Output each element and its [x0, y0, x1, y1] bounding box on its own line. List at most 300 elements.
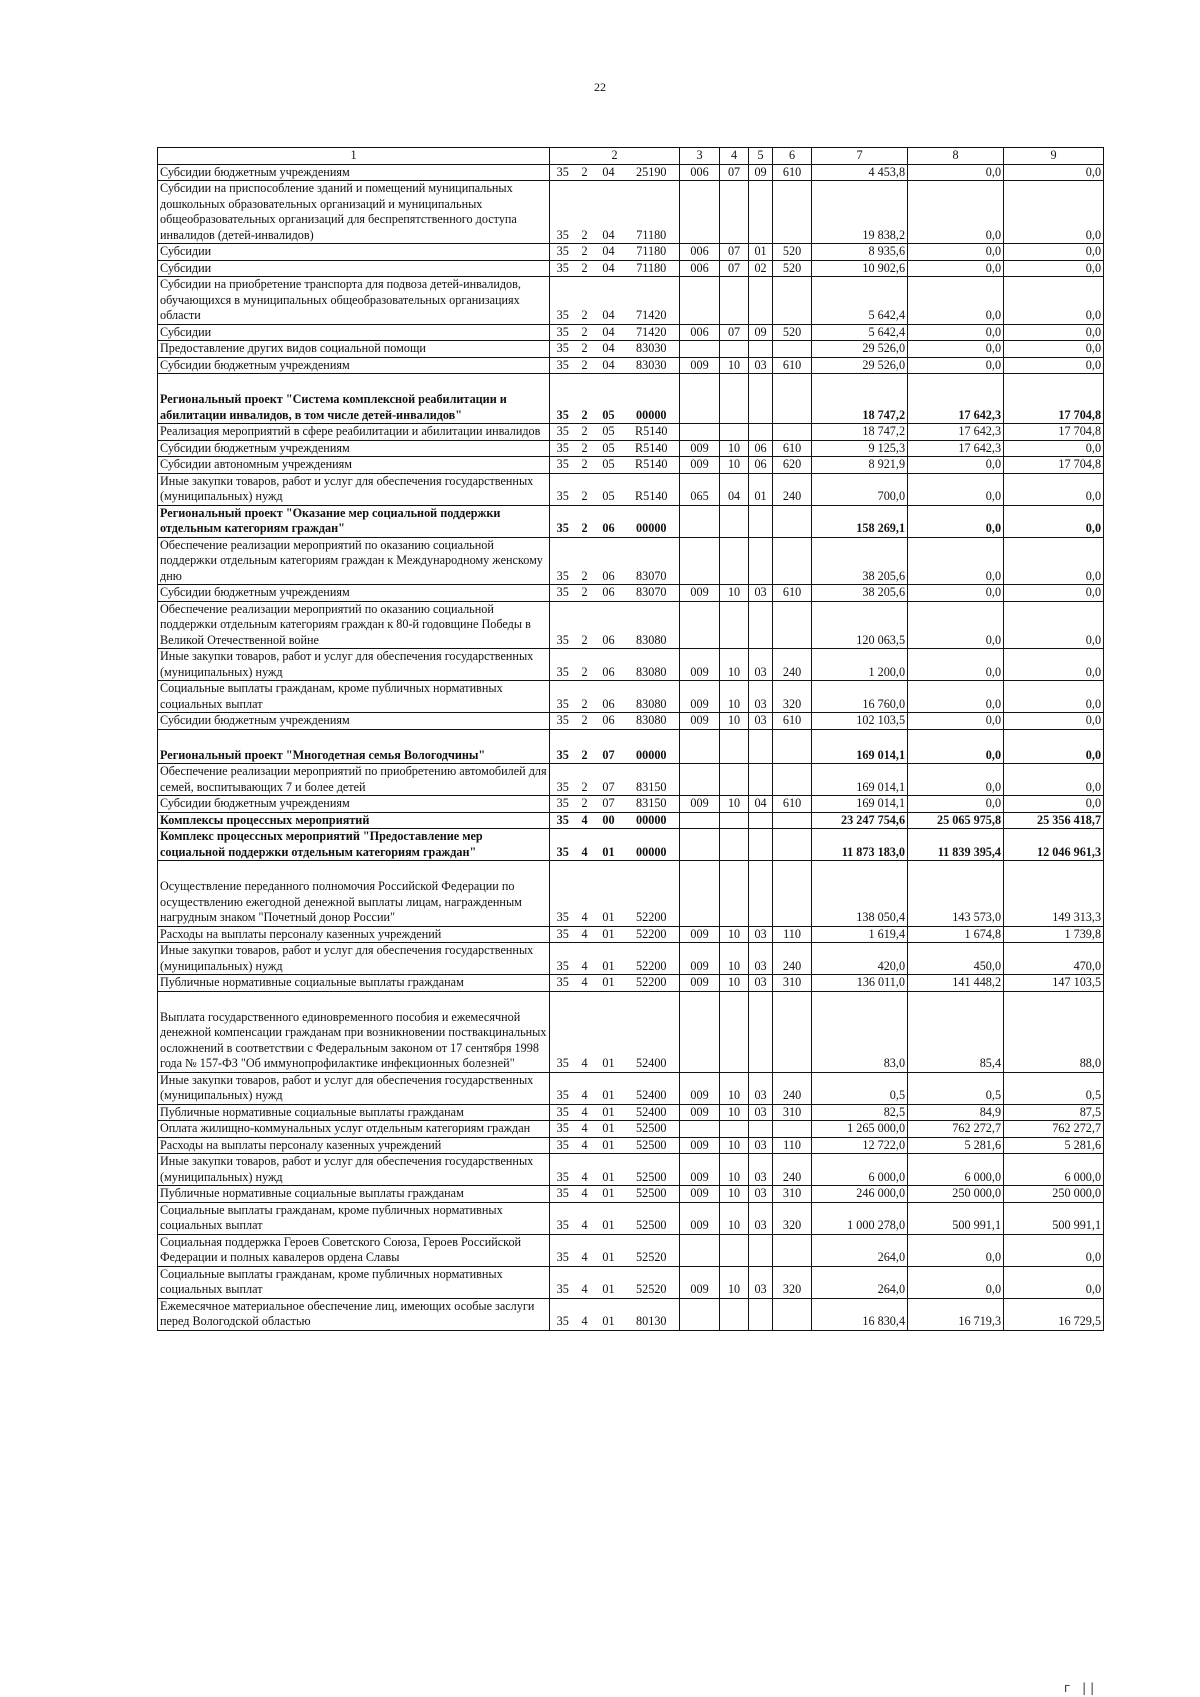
table-row	[158, 943, 1104, 975]
row-amount-col9: 0,0	[1004, 324, 1104, 341]
row-code-type: 2	[576, 357, 594, 374]
row-amount-col9: 0,0	[1004, 341, 1104, 358]
row-code-type: 2	[576, 473, 594, 505]
budget-table	[157, 147, 1104, 1331]
table-row	[158, 975, 1104, 992]
row-ministry-code: 006	[680, 260, 720, 277]
row-code-direction: 52500	[624, 1186, 680, 1203]
header-col-4: 4	[720, 148, 749, 165]
row-amount-col8: 0,0	[908, 585, 1004, 602]
row-code-direction: 83150	[624, 764, 680, 796]
row-code-type: 2	[576, 341, 594, 358]
row-code-direction: 52200	[624, 975, 680, 992]
row-code-structure: 04	[594, 357, 624, 374]
row-code-structure: 01	[594, 1121, 624, 1138]
row-code-structure: 04	[594, 244, 624, 261]
row-code-direction: 25190	[624, 164, 680, 181]
row-code-program: 35	[550, 764, 576, 796]
row-amount-col9: 87,5	[1004, 1104, 1104, 1121]
row-amount-col7: 102 103,5	[812, 713, 908, 730]
row-code-structure: 01	[594, 1298, 624, 1330]
row-code-type: 4	[576, 926, 594, 943]
row-code-type: 2	[576, 181, 594, 244]
row-code-program: 35	[550, 601, 576, 649]
row-amount-col7: 1 619,4	[812, 926, 908, 943]
table-row	[158, 681, 1104, 713]
row-code-program: 35	[550, 341, 576, 358]
row-code-direction: 52500	[624, 1202, 680, 1234]
table-row	[158, 796, 1104, 813]
row-code-direction: 00000	[624, 505, 680, 537]
row-code-type: 2	[576, 244, 594, 261]
table-row	[158, 713, 1104, 730]
row-amount-col9: 5 281,6	[1004, 1137, 1104, 1154]
row-name: Комплексы процессных мероприятий	[158, 812, 550, 829]
row-ministry-code: 009	[680, 649, 720, 681]
row-code-program: 35	[550, 1186, 576, 1203]
row-amount-col7: 420,0	[812, 943, 908, 975]
row-code-structure: 05	[594, 424, 624, 441]
row-subsection: 03	[749, 649, 773, 681]
row-subsection: 03	[749, 1104, 773, 1121]
row-code-structure: 01	[594, 1234, 624, 1266]
row-expense-type	[773, 829, 812, 861]
row-ministry-code	[680, 1298, 720, 1330]
row-code-direction: 71180	[624, 181, 680, 244]
row-amount-col8: 0,0	[908, 341, 1004, 358]
row-code-direction: 52500	[624, 1121, 680, 1138]
row-amount-col9: 0,0	[1004, 796, 1104, 813]
row-amount-col9: 0,0	[1004, 260, 1104, 277]
row-name: Региональный проект "Оказание мер социальной поддержки отдельным категориям граждан"	[158, 505, 550, 537]
row-amount-col8: 0,0	[908, 260, 1004, 277]
row-code-type: 2	[576, 681, 594, 713]
row-code-type: 2	[576, 713, 594, 730]
row-section: 10	[720, 357, 749, 374]
row-code-program: 35	[550, 829, 576, 861]
row-ministry-code	[680, 374, 720, 424]
row-amount-col8: 17 642,3	[908, 374, 1004, 424]
row-amount-col8: 141 448,2	[908, 975, 1004, 992]
table-row	[158, 861, 1104, 927]
row-name: Субсидии бюджетным учреждениям	[158, 357, 550, 374]
row-amount-col9: 17 704,8	[1004, 424, 1104, 441]
row-section: 10	[720, 649, 749, 681]
row-code-structure: 05	[594, 457, 624, 474]
table-row	[158, 505, 1104, 537]
row-amount-col7: 4 453,8	[812, 164, 908, 181]
row-code-structure: 04	[594, 260, 624, 277]
row-expense-type: 110	[773, 926, 812, 943]
row-ministry-code: 009	[680, 357, 720, 374]
header-col-1: 1	[158, 148, 550, 165]
row-amount-col8: 0,0	[908, 324, 1004, 341]
row-expense-type: 240	[773, 943, 812, 975]
row-expense-type: 610	[773, 585, 812, 602]
row-amount-col7: 10 902,6	[812, 260, 908, 277]
row-ministry-code	[680, 764, 720, 796]
row-amount-col7: 83,0	[812, 991, 908, 1072]
table-row	[158, 324, 1104, 341]
row-expense-type	[773, 861, 812, 927]
row-code-type: 2	[576, 764, 594, 796]
row-code-structure: 06	[594, 537, 624, 585]
table-row	[158, 1266, 1104, 1298]
row-expense-type: 610	[773, 357, 812, 374]
row-code-program: 35	[550, 505, 576, 537]
row-section: 10	[720, 713, 749, 730]
table-row	[158, 440, 1104, 457]
row-amount-col9: 149 313,3	[1004, 861, 1104, 927]
row-amount-col7: 246 000,0	[812, 1186, 908, 1203]
row-amount-col8: 0,0	[908, 473, 1004, 505]
row-ministry-code	[680, 277, 720, 325]
table-row	[158, 764, 1104, 796]
row-name: Субсидии на приобретение транспорта для подвоза детей-инвалидов, обучающихся в муниципальных общеобразовательных организациях области	[158, 277, 550, 325]
row-code-structure: 01	[594, 829, 624, 861]
row-code-direction: 83080	[624, 601, 680, 649]
row-amount-col7: 1 000 278,0	[812, 1202, 908, 1234]
row-ministry-code: 009	[680, 1202, 720, 1234]
row-section: 10	[720, 1266, 749, 1298]
row-code-structure: 01	[594, 1154, 624, 1186]
row-amount-col9: 0,5	[1004, 1072, 1104, 1104]
row-amount-col7: 0,5	[812, 1072, 908, 1104]
row-subsection: 03	[749, 1266, 773, 1298]
row-amount-col7: 18 747,2	[812, 374, 908, 424]
row-amount-col9: 1 739,8	[1004, 926, 1104, 943]
row-amount-col7: 264,0	[812, 1266, 908, 1298]
row-code-direction: 71420	[624, 324, 680, 341]
row-expense-type	[773, 1298, 812, 1330]
row-subsection	[749, 861, 773, 927]
row-ministry-code	[680, 1121, 720, 1138]
table-row	[158, 457, 1104, 474]
row-name: Субсидии бюджетным учреждениям	[158, 585, 550, 602]
row-section: 10	[720, 1137, 749, 1154]
row-amount-col7: 19 838,2	[812, 181, 908, 244]
table-row	[158, 181, 1104, 244]
row-code-program: 35	[550, 374, 576, 424]
row-code-type: 2	[576, 277, 594, 325]
row-amount-col8: 0,0	[908, 537, 1004, 585]
row-subsection	[749, 729, 773, 764]
row-ministry-code	[680, 341, 720, 358]
row-subsection: 01	[749, 244, 773, 261]
row-amount-col8: 25 065 975,8	[908, 812, 1004, 829]
row-amount-col8: 500 991,1	[908, 1202, 1004, 1234]
row-code-program: 35	[550, 812, 576, 829]
row-code-structure: 01	[594, 1186, 624, 1203]
row-section: 07	[720, 324, 749, 341]
row-subsection	[749, 601, 773, 649]
row-section: 10	[720, 440, 749, 457]
row-amount-col8: 17 642,3	[908, 440, 1004, 457]
row-amount-col8: 84,9	[908, 1104, 1004, 1121]
row-ministry-code: 009	[680, 681, 720, 713]
row-subsection	[749, 1234, 773, 1266]
row-name: Субсидии	[158, 260, 550, 277]
row-code-structure: 06	[594, 505, 624, 537]
row-ministry-code: 009	[680, 457, 720, 474]
row-expense-type: 610	[773, 164, 812, 181]
row-subsection	[749, 537, 773, 585]
row-expense-type	[773, 991, 812, 1072]
table-row	[158, 260, 1104, 277]
row-name: Обеспечение реализации мероприятий по оказанию социальной поддержки отдельным категориям граждан к 80-й годовщине Победы в Великой Отечественной войне	[158, 601, 550, 649]
row-code-program: 35	[550, 537, 576, 585]
row-amount-col7: 29 526,0	[812, 341, 908, 358]
table-row	[158, 649, 1104, 681]
row-amount-col9: 250 000,0	[1004, 1186, 1104, 1203]
row-code-program: 35	[550, 244, 576, 261]
row-code-program: 35	[550, 681, 576, 713]
row-amount-col9: 17 704,8	[1004, 374, 1104, 424]
row-expense-type: 240	[773, 473, 812, 505]
row-section: 10	[720, 457, 749, 474]
row-code-structure: 06	[594, 585, 624, 602]
row-amount-col7: 5 642,4	[812, 277, 908, 325]
row-ministry-code: 009	[680, 926, 720, 943]
row-amount-col7: 82,5	[812, 1104, 908, 1121]
table-row	[158, 926, 1104, 943]
row-section	[720, 505, 749, 537]
row-code-type: 4	[576, 1121, 594, 1138]
row-section	[720, 729, 749, 764]
table-row	[158, 277, 1104, 325]
row-section	[720, 764, 749, 796]
row-subsection: 03	[749, 681, 773, 713]
row-name: Региональный проект "Многодетная семья Вологодчины"	[158, 729, 550, 764]
row-code-direction: 71180	[624, 260, 680, 277]
row-name: Иные закупки товаров, работ и услуг для обеспечения государственных (муниципальных) нужд	[158, 1154, 550, 1186]
row-section: 07	[720, 164, 749, 181]
row-subsection: 01	[749, 473, 773, 505]
row-name: Реализация мероприятий в сфере реабилитации и абилитации инвалидов	[158, 424, 550, 441]
row-section: 04	[720, 473, 749, 505]
row-code-program: 35	[550, 457, 576, 474]
row-amount-col7: 8 921,9	[812, 457, 908, 474]
row-code-type: 2	[576, 505, 594, 537]
row-amount-col9: 25 356 418,7	[1004, 812, 1104, 829]
row-amount-col7: 16 760,0	[812, 681, 908, 713]
row-expense-type: 520	[773, 260, 812, 277]
row-amount-col8: 0,0	[908, 729, 1004, 764]
row-subsection: 03	[749, 1186, 773, 1203]
row-name: Субсидии	[158, 244, 550, 261]
row-amount-col7: 120 063,5	[812, 601, 908, 649]
row-expense-type	[773, 505, 812, 537]
row-section: 10	[720, 585, 749, 602]
row-name: Субсидии бюджетным учреждениям	[158, 713, 550, 730]
row-name: Оплата жилищно-коммунальных услуг отдельным категориям граждан	[158, 1121, 550, 1138]
row-subsection	[749, 424, 773, 441]
row-name: Выплата государственного единовременного пособия и ежемесячной денежной компенсации гражданам при возникновении поствакцинальных осложнений в соответствии с Федеральным законом от 17 сентября 1998 года № 157-ФЗ "Об иммунопрофилактике инфекционных болезней"	[158, 991, 550, 1072]
row-amount-col9: 147 103,5	[1004, 975, 1104, 992]
row-name: Публичные нормативные социальные выплаты гражданам	[158, 1104, 550, 1121]
row-subsection	[749, 812, 773, 829]
row-expense-type: 320	[773, 1202, 812, 1234]
row-code-program: 35	[550, 943, 576, 975]
row-code-structure: 01	[594, 1137, 624, 1154]
row-expense-type: 610	[773, 796, 812, 813]
row-ministry-code	[680, 424, 720, 441]
row-subsection: 03	[749, 1072, 773, 1104]
row-subsection	[749, 991, 773, 1072]
row-code-direction: R5140	[624, 440, 680, 457]
row-code-structure: 05	[594, 440, 624, 457]
row-amount-col8: 0,0	[908, 796, 1004, 813]
row-code-structure: 04	[594, 341, 624, 358]
row-section	[720, 277, 749, 325]
row-code-direction: 52200	[624, 861, 680, 927]
row-code-type: 2	[576, 649, 594, 681]
row-section	[720, 991, 749, 1072]
row-code-type: 4	[576, 1202, 594, 1234]
row-amount-col7: 9 125,3	[812, 440, 908, 457]
row-amount-col7: 158 269,1	[812, 505, 908, 537]
row-subsection: 03	[749, 943, 773, 975]
table-row	[158, 1137, 1104, 1154]
row-amount-col7: 6 000,0	[812, 1154, 908, 1186]
row-code-type: 4	[576, 861, 594, 927]
row-amount-col9: 0,0	[1004, 357, 1104, 374]
row-code-direction: 83070	[624, 537, 680, 585]
row-amount-col7: 1 265 000,0	[812, 1121, 908, 1138]
row-amount-col7: 23 247 754,6	[812, 812, 908, 829]
row-amount-col8: 16 719,3	[908, 1298, 1004, 1330]
row-amount-col7: 18 747,2	[812, 424, 908, 441]
row-amount-col8: 0,0	[908, 181, 1004, 244]
row-amount-col7: 11 873 183,0	[812, 829, 908, 861]
row-expense-type	[773, 812, 812, 829]
row-name: Субсидии	[158, 324, 550, 341]
row-code-type: 2	[576, 324, 594, 341]
row-subsection: 06	[749, 440, 773, 457]
table-row	[158, 1298, 1104, 1330]
row-amount-col8: 0,0	[908, 164, 1004, 181]
row-ministry-code	[680, 1234, 720, 1266]
row-code-program: 35	[550, 164, 576, 181]
row-expense-type	[773, 764, 812, 796]
row-code-structure: 05	[594, 473, 624, 505]
row-subsection: 09	[749, 164, 773, 181]
row-ministry-code	[680, 829, 720, 861]
row-amount-col7: 138 050,4	[812, 861, 908, 927]
row-subsection: 03	[749, 585, 773, 602]
row-code-structure: 01	[594, 943, 624, 975]
table-body	[158, 164, 1104, 1330]
row-section	[720, 374, 749, 424]
row-code-direction: 52400	[624, 1104, 680, 1121]
row-amount-col8: 0,0	[908, 601, 1004, 649]
row-amount-col7: 38 205,6	[812, 537, 908, 585]
row-ministry-code	[680, 991, 720, 1072]
header-col-7: 7	[812, 148, 908, 165]
header-col-6: 6	[773, 148, 812, 165]
row-section	[720, 1298, 749, 1330]
row-subsection	[749, 1298, 773, 1330]
row-amount-col8: 6 000,0	[908, 1154, 1004, 1186]
row-code-structure: 06	[594, 681, 624, 713]
row-amount-col7: 1 200,0	[812, 649, 908, 681]
row-ministry-code: 009	[680, 440, 720, 457]
row-code-direction: 52500	[624, 1154, 680, 1186]
row-code-direction: 83080	[624, 649, 680, 681]
row-ministry-code: 009	[680, 713, 720, 730]
row-code-program: 35	[550, 926, 576, 943]
row-subsection: 03	[749, 1137, 773, 1154]
row-ministry-code	[680, 861, 720, 927]
row-ministry-code: 009	[680, 1104, 720, 1121]
row-amount-col8: 0,0	[908, 457, 1004, 474]
row-amount-col9: 0,0	[1004, 1234, 1104, 1266]
row-code-type: 2	[576, 164, 594, 181]
row-name: Субсидии бюджетным учреждениям	[158, 164, 550, 181]
row-code-structure: 01	[594, 861, 624, 927]
row-expense-type	[773, 729, 812, 764]
row-code-direction: R5140	[624, 457, 680, 474]
row-subsection	[749, 829, 773, 861]
row-amount-col9: 0,0	[1004, 473, 1104, 505]
row-section: 10	[720, 1202, 749, 1234]
row-ministry-code	[680, 812, 720, 829]
row-name: Комплекс процессных мероприятий "Предоставление мер социальной поддержки отдельным категориям граждан"	[158, 829, 550, 861]
row-section: 10	[720, 1104, 749, 1121]
row-code-type: 2	[576, 374, 594, 424]
row-code-program: 35	[550, 424, 576, 441]
row-code-type: 2	[576, 260, 594, 277]
table-row	[158, 585, 1104, 602]
row-code-structure: 07	[594, 796, 624, 813]
row-expense-type	[773, 181, 812, 244]
row-code-type: 2	[576, 537, 594, 585]
row-code-direction: 83030	[624, 341, 680, 358]
row-code-program: 35	[550, 1234, 576, 1266]
row-expense-type: 520	[773, 244, 812, 261]
row-code-program: 35	[550, 181, 576, 244]
row-name: Иные закупки товаров, работ и услуг для обеспечения государственных (муниципальных) нужд	[158, 473, 550, 505]
row-section: 10	[720, 1186, 749, 1203]
row-expense-type: 320	[773, 1266, 812, 1298]
row-amount-col9: 0,0	[1004, 537, 1104, 585]
row-subsection: 03	[749, 1202, 773, 1234]
row-section: 10	[720, 926, 749, 943]
table-row	[158, 1186, 1104, 1203]
row-amount-col9: 470,0	[1004, 943, 1104, 975]
row-code-type: 2	[576, 796, 594, 813]
row-subsection	[749, 277, 773, 325]
row-amount-col7: 12 722,0	[812, 1137, 908, 1154]
row-expense-type: 110	[773, 1137, 812, 1154]
row-amount-col8: 0,0	[908, 244, 1004, 261]
row-subsection: 03	[749, 975, 773, 992]
row-ministry-code: 006	[680, 324, 720, 341]
row-section	[720, 424, 749, 441]
row-code-program: 35	[550, 324, 576, 341]
row-ministry-code	[680, 505, 720, 537]
row-expense-type: 610	[773, 440, 812, 457]
row-expense-type	[773, 424, 812, 441]
row-name: Предоставление других видов социальной помощи	[158, 341, 550, 358]
row-code-program: 35	[550, 1137, 576, 1154]
row-subsection: 04	[749, 796, 773, 813]
row-amount-col8: 17 642,3	[908, 424, 1004, 441]
row-name: Публичные нормативные социальные выплаты гражданам	[158, 1186, 550, 1203]
row-ministry-code: 006	[680, 244, 720, 261]
row-amount-col7: 264,0	[812, 1234, 908, 1266]
row-code-type: 2	[576, 601, 594, 649]
